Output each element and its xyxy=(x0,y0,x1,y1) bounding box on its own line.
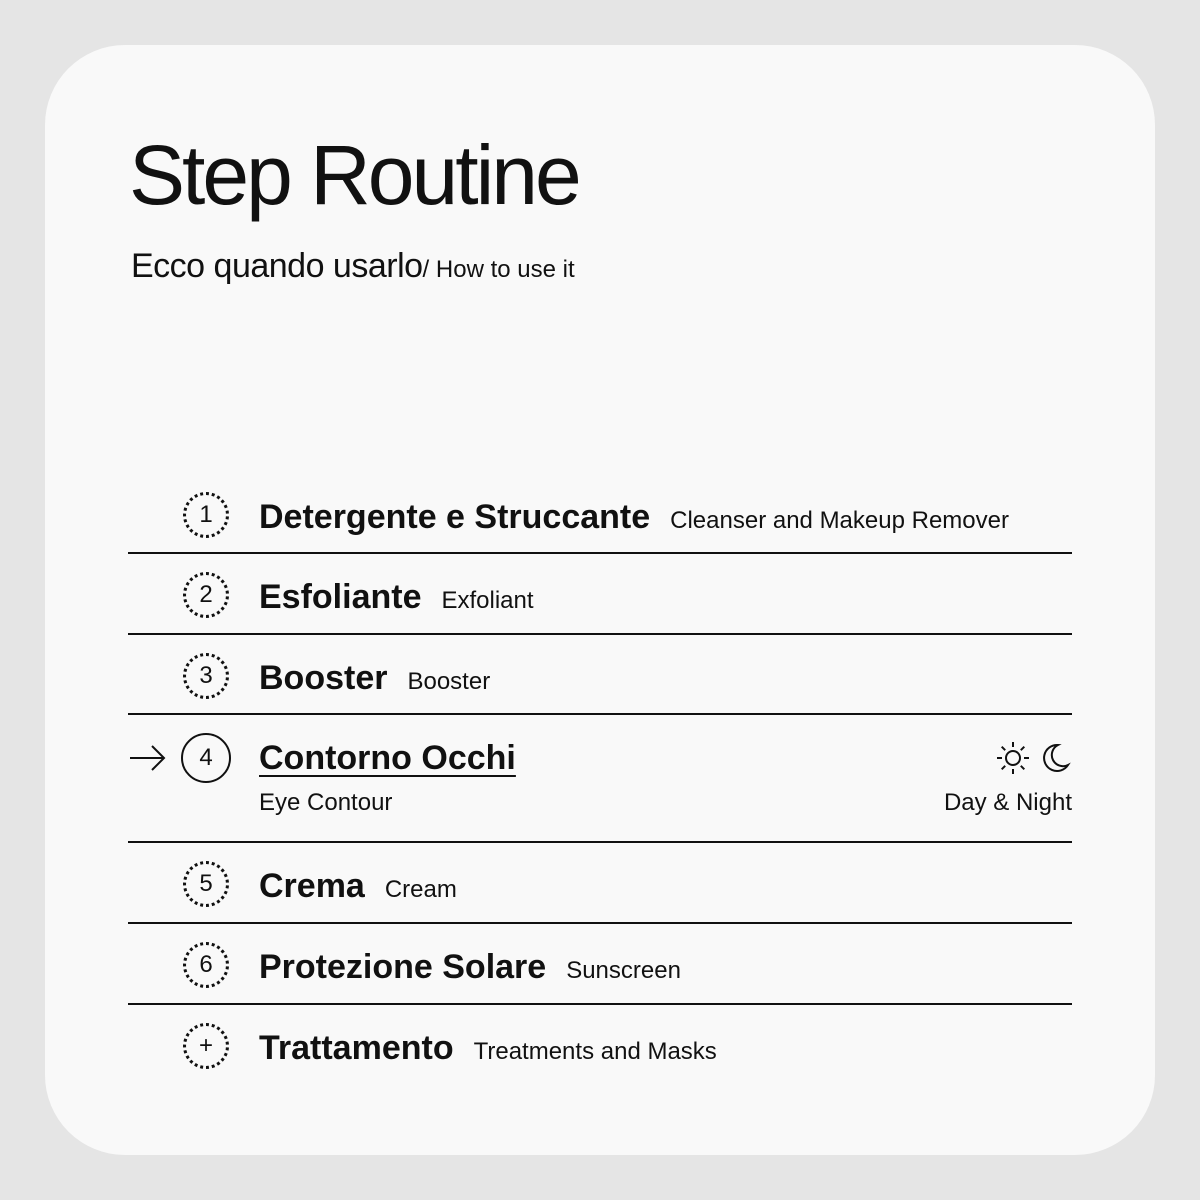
page-title: Step Routine xyxy=(129,128,579,222)
step-timing-4: Day & Night xyxy=(943,789,1072,816)
step-name-2: Esfoliante Exfoliant xyxy=(259,578,534,616)
step-row-2[interactable] xyxy=(128,568,1072,628)
step-name-6: Protezione Solare Sunscreen xyxy=(259,948,681,986)
step-translation-4: Eye Contour xyxy=(259,789,393,816)
divider xyxy=(128,841,1072,843)
step-number-6: 6 xyxy=(183,942,229,988)
step-row-4-active[interactable] xyxy=(128,729,1072,839)
step-name-3: Booster Booster xyxy=(259,659,491,697)
step-number-plus: + xyxy=(183,1023,229,1069)
step-translation-6: Sunscreen xyxy=(566,957,681,984)
routine-card xyxy=(45,45,1155,1155)
subtitle-english: / How to use it xyxy=(422,256,575,283)
divider xyxy=(128,633,1072,635)
moon-icon xyxy=(1038,741,1072,775)
step-translation-2: Exfoliant xyxy=(441,587,534,614)
step-translation-3: Booster xyxy=(407,668,491,695)
divider xyxy=(128,922,1072,924)
sun-icon xyxy=(996,741,1030,775)
step-row-treatment[interactable] xyxy=(128,1019,1072,1079)
step-row-1[interactable] xyxy=(128,488,1072,548)
step-name-4: Contorno Occhi xyxy=(259,739,516,777)
page-subtitle xyxy=(131,249,575,283)
step-number-5: 5 xyxy=(183,861,229,907)
step-translation-treatment: Treatments and Masks xyxy=(473,1038,717,1065)
step-row-6[interactable] xyxy=(128,938,1072,998)
step-name-1: Detergente e Struccante Cleanser and Makeup Remover xyxy=(259,498,1009,536)
divider xyxy=(128,713,1072,715)
step-row-3[interactable] xyxy=(128,649,1072,709)
step-translation-5: Cream xyxy=(384,876,457,903)
divider xyxy=(128,552,1072,554)
step-name-treatment: Trattamento Treatments and Masks xyxy=(259,1029,717,1067)
step-number-2: 2 xyxy=(183,572,229,618)
step-number-4: 4 xyxy=(181,733,231,783)
subtitle-italian: Ecco quando usarlo xyxy=(131,247,423,285)
step-number-3: 3 xyxy=(183,653,229,699)
day-night-icons xyxy=(996,741,1072,775)
step-name-5: Crema Cream xyxy=(259,867,457,905)
step-translation-1: Cleanser and Makeup Remover xyxy=(670,507,1009,534)
step-number-1: 1 xyxy=(183,492,229,538)
arrow-right-icon xyxy=(128,743,168,773)
step-row-5[interactable] xyxy=(128,857,1072,917)
divider xyxy=(128,1003,1072,1005)
